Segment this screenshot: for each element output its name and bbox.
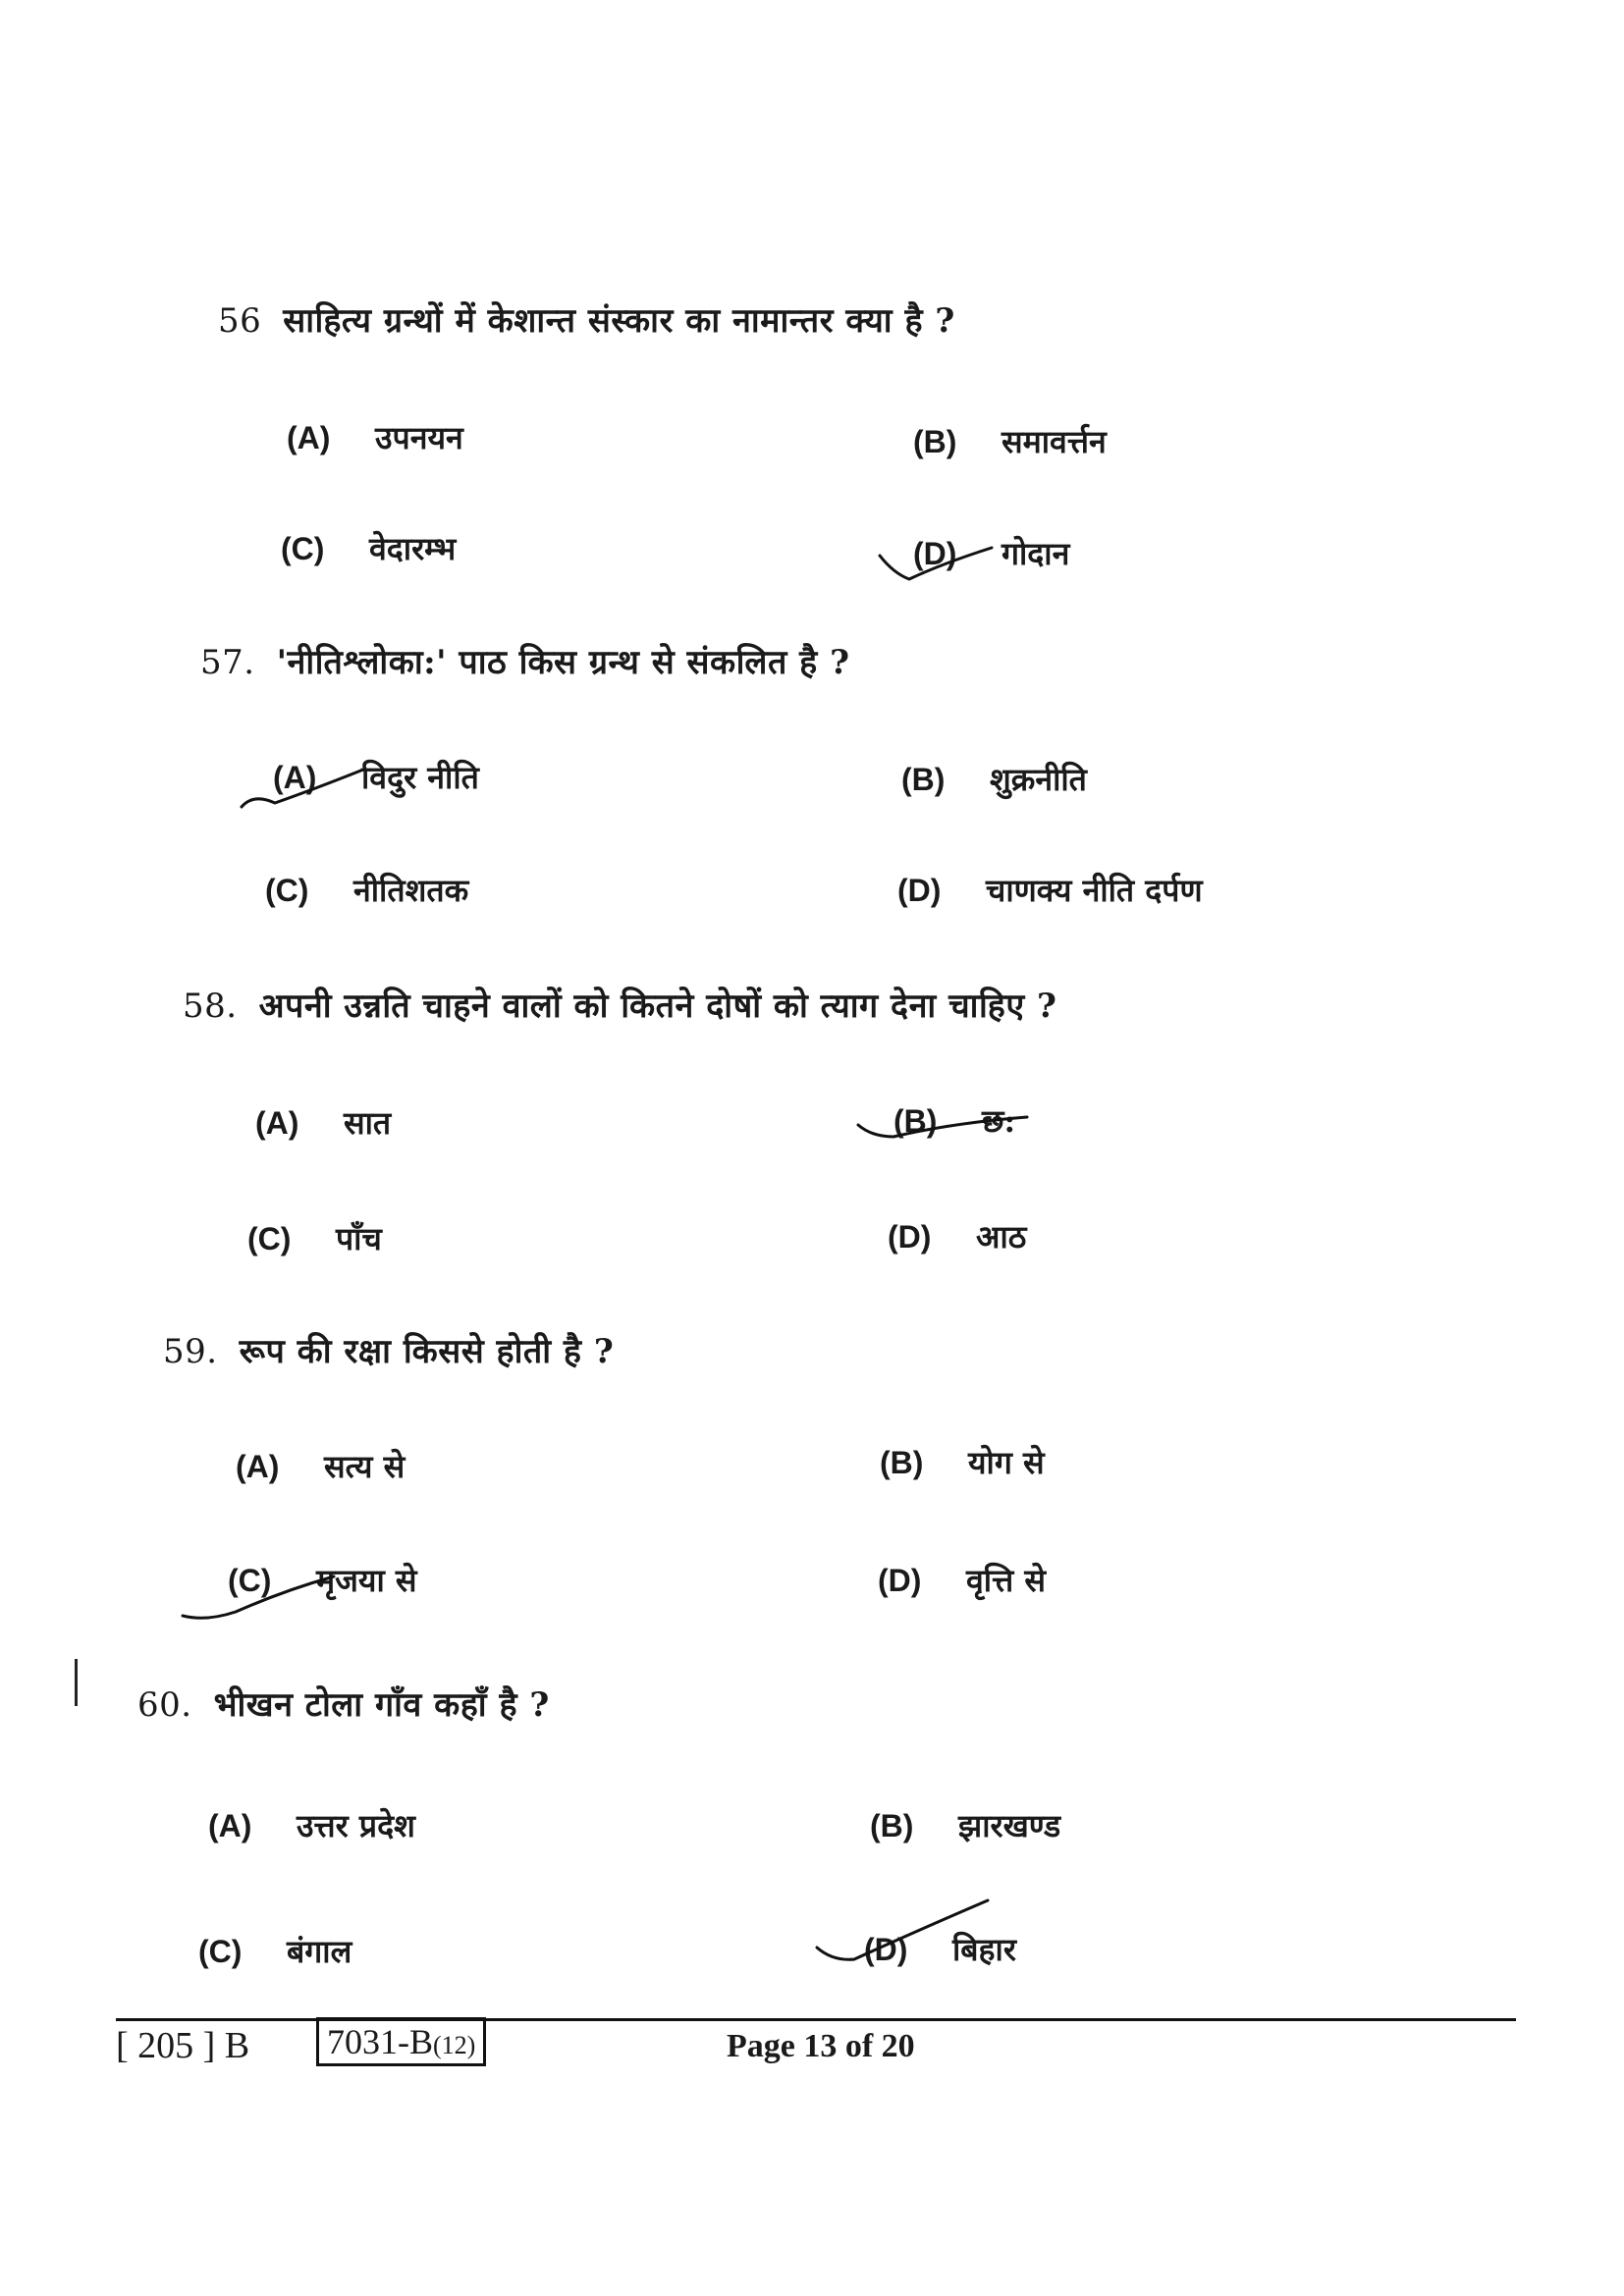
option-text: विदुर नीति [361,759,479,796]
option-60-b [870,1804,1060,1846]
option-label: (D) [897,873,942,908]
option-56-b [913,420,1107,462]
margin-mark [75,1659,78,1706]
handwritten-tick-mark [811,1891,1007,1979]
option-text: वृत्ति से [966,1562,1046,1599]
option-59-d [878,1559,1046,1601]
option-text: वेदारम्भ [369,530,457,567]
question-58 [183,982,1056,1027]
option-text: पाँच [336,1220,382,1257]
question-number: 58. [183,987,238,1026]
option-label: (C) [198,1934,243,1969]
option-text: बिहार [952,1931,1016,1968]
code-box-text: 7031-B [327,2022,433,2061]
question-number: 57. [200,643,255,682]
option-58-a [255,1101,391,1144]
question-59 [163,1327,614,1372]
option-text: उपनयन [375,419,463,456]
question-text: भीखन टोला गाँव कहाँ है ? [213,1685,550,1725]
question-number: 60. [137,1685,192,1725]
option-label: (A) [255,1105,299,1141]
option-label: (D) [864,1932,908,1967]
option-label: (D) [878,1563,922,1598]
option-text: नीतिशतक [353,872,469,909]
option-57-d [897,869,1203,911]
option-57-b [901,758,1087,800]
question-60 [137,1681,550,1726]
option-text: छ: [982,1102,1016,1140]
option-label: (B) [913,424,957,459]
option-text: समावर्त्तन [1001,423,1107,460]
option-60-c [198,1930,352,1972]
option-label: (A) [236,1449,280,1484]
option-label: (C) [281,531,325,566]
option-text: सात [344,1104,392,1142]
option-label: (C) [228,1563,272,1598]
option-label: (C) [265,873,309,908]
handwritten-tick-mark [177,1561,363,1629]
option-label: (D) [888,1219,932,1255]
option-label: (A) [208,1808,252,1843]
option-label: (C) [247,1221,292,1256]
option-56-c [281,527,456,569]
option-57-c [265,869,468,911]
option-text: मृजया से [316,1562,417,1599]
handwritten-tick-mark [236,756,393,825]
option-text: आठ [976,1218,1027,1255]
handwritten-tick-mark [874,530,1080,589]
option-text: चाणक्य नीति दर्पण [986,872,1203,909]
option-label: (B) [893,1103,938,1139]
option-text: झारखण्ड [958,1807,1061,1844]
question-56 [218,296,955,342]
page-number: Page 13 of 20 [727,2028,915,2064]
option-58-c [247,1217,382,1259]
option-text: योग से [968,1444,1045,1481]
option-label: (A) [273,760,317,795]
option-label: (B) [880,1445,924,1480]
question-text: 'नीतिश्लोका:' पाठ किस ग्रन्थ से संकलित है ? [276,643,850,682]
handwritten-tick-mark [854,1099,1041,1158]
code-box-sub: (12) [433,2031,476,2059]
question-number: 56 [218,301,262,341]
option-56-a [287,416,463,458]
option-58-d [888,1215,1026,1257]
option-text: गोदान [1001,535,1070,572]
option-text: बंगाल [287,1933,352,1970]
option-59-a [236,1445,405,1487]
option-text: सत्य से [324,1448,406,1485]
question-text: रूप की रक्षा किससे होती है ? [239,1332,615,1371]
question-57 [200,638,850,683]
footer-code-box [316,2020,486,2063]
question-text: अपनी उन्नति चाहने वालों को कितने दोषों को त्याग देना चाहिए ? [258,987,1057,1026]
option-label: (B) [870,1808,914,1843]
question-text: साहित्य ग्रन्थों में केशान्त संस्कार का नामान्तर क्या है ? [283,301,955,341]
option-label: (A) [287,420,331,455]
question-number: 59. [163,1332,218,1371]
option-text: शुक्रनीति [990,761,1087,798]
option-label: (D) [913,536,957,571]
footer-code-left: [ 205 ] B [116,2025,250,2066]
option-text: उत्तर प्रदेश [297,1807,415,1844]
option-60-a [208,1804,415,1846]
option-label: (B) [901,762,946,797]
option-59-b [880,1441,1045,1483]
